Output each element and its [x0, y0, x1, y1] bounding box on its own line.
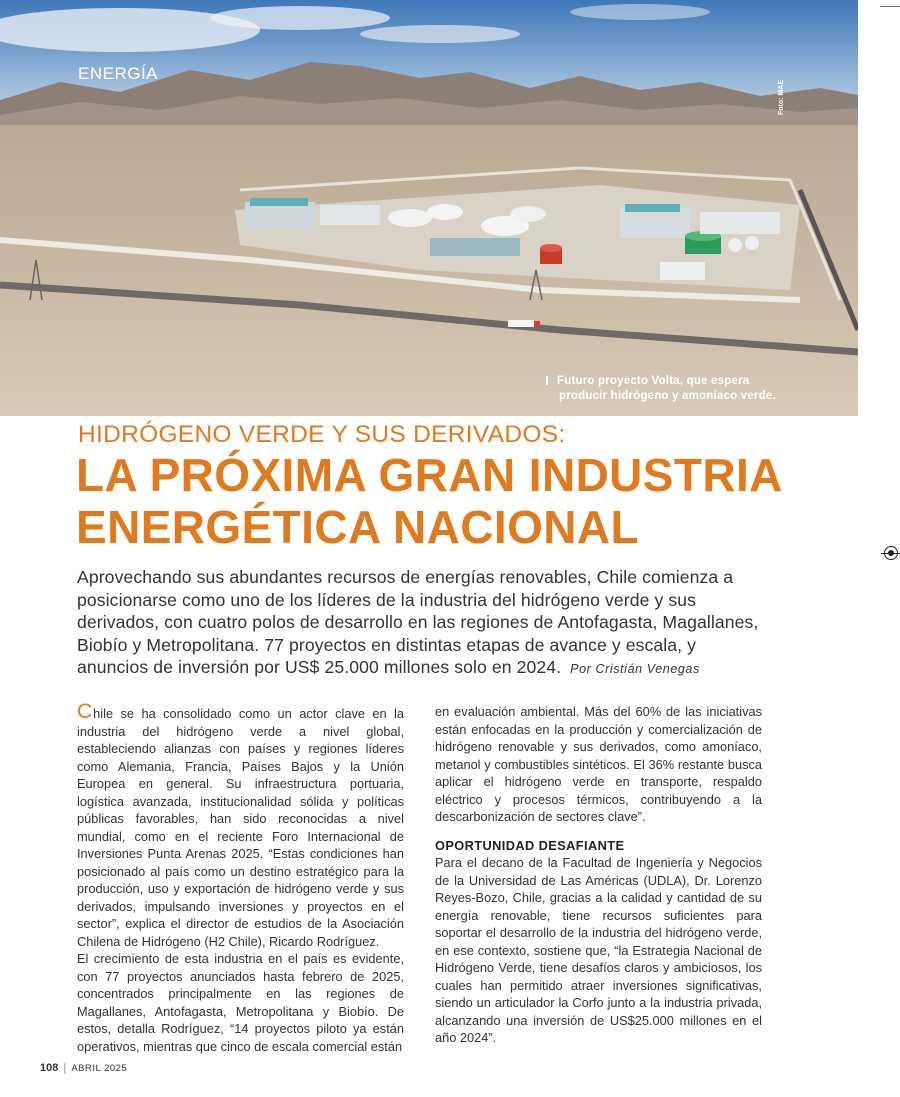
byline: Por Cristián Venegas [570, 662, 700, 676]
kicker: HIDRÓGENO VERDE Y SUS DERIVADOS: [78, 421, 566, 448]
body-paragraph-1-text: hile se ha consolidado como un actor clave en la industria del hidrógeno verde a nivel global, estableciendo alianzas con países y regiones líderes como Alemania, Francia, Países Bajos y la Unión Europea en general. Su infraestructura portuaria, logística avanzada, institucionalidad sólida y políticas públicas favorables, han sido reconocidas a nivel mundial, como en el reciente Foro Internacional de Inversiones Punta Arenas 2025. “Estas condiciones han posicionado al país como un destino estratégico para la producción, uso y exportación de hidrógeno verde y sus derivados, impulsando inversiones y proyectos en el sector”, explica el director de estudios de la Asociación Chilena de Hidrógeno (H2 Chile), Ricardo Rodríguez. [77, 706, 404, 949]
caption-marker-icon [546, 376, 553, 385]
footer-separator: | [63, 1062, 67, 1074]
photo-caption [546, 374, 776, 404]
lead-paragraph [77, 566, 763, 681]
caption-line-2: producir hidrógeno y amoníaco verde. [559, 390, 776, 402]
page-number: 108 [40, 1062, 59, 1074]
registration-mark-icon [884, 546, 898, 560]
headline [76, 449, 783, 553]
subhead: OPORTUNIDAD DESAFIANTE [435, 837, 625, 853]
photo-credit: Foto: MAE [778, 80, 785, 115]
issue-date: ABRIL 2025 [71, 1063, 128, 1074]
dropcap: C [77, 700, 93, 723]
headline-line-2: ENERGÉTICA NACIONAL [76, 501, 640, 553]
body-paragraph-3: en evaluación ambiental. Más del 60% de las iniciativas están enfocadas en la producción y comercialización de hidrógeno renovable y sus derivados, como amoníaco, metanol y combustibles sintéticos. El 36% restante busca aplicar el hidrógeno verde en transporte, respaldo eléctrico y procesos térmicos, contribuyendo a la descarbonización de sectores clave”. [435, 704, 762, 824]
body-column-left [77, 700, 404, 1055]
page-footer [40, 1062, 127, 1074]
body-column-right [435, 703, 762, 1047]
section-label: ENERGÍA [78, 64, 159, 83]
hero-photo [0, 0, 858, 416]
body-paragraph-1 [77, 700, 404, 950]
trim-rule [880, 6, 900, 7]
headline-line-1: LA PRÓXIMA GRAN INDUSTRIA [76, 449, 783, 501]
body-paragraph-2: El crecimiento de esta industria en el país es evidente, con 77 proyectos anunciados hasta febrero de 2025, concentrados principalmente en las regiones de Magallanes, Antofagasta, Metropolitana y Biobío. De estos, detalla Rodríguez, “14 proyectos piloto ya están operativos, mientras que cinco de escala comercial están [77, 951, 404, 1054]
caption-line-1: Futuro proyecto Volta, que espera [557, 375, 750, 387]
industrial-plant-illustration [0, 0, 858, 416]
body-paragraph-4: Para el decano de la Facultad de Ingeniería y Negocios de la Universidad de Las Américas (UDLA), Dr. Lorenzo Reyes-Bozo, Chile, gracias a la calidad y cantidad de su energía renovable, tiene recursos suficientes para soportar el desarrollo de la industria del hidrógeno verde, en ese contexto, sostiene que, “la Estrategia Nacional de Hidrógeno Verde, tiene desafíos claros y ambiciosos, los cuales han permitido atraer inversiones significativas, siendo un articulador la Corfo junto a la industria privada, alcanzando una inversión de US$25.000 millones en el año 2024”. [435, 855, 762, 1045]
lead-text: Aprovechando sus abundantes recursos de energías renovables, Chile comienza a posicionarse como uno de los líderes de la industria del hidrógeno verde y sus derivados, con cuatro polos de desarrollo en las regiones de Antofagasta, Magallanes, Biobío y Metropolitana. 77 proyectos en distintas etapas de avance y escala, y anuncios de inversión por US$ 25.000 millones solo en 2024. [77, 567, 759, 677]
